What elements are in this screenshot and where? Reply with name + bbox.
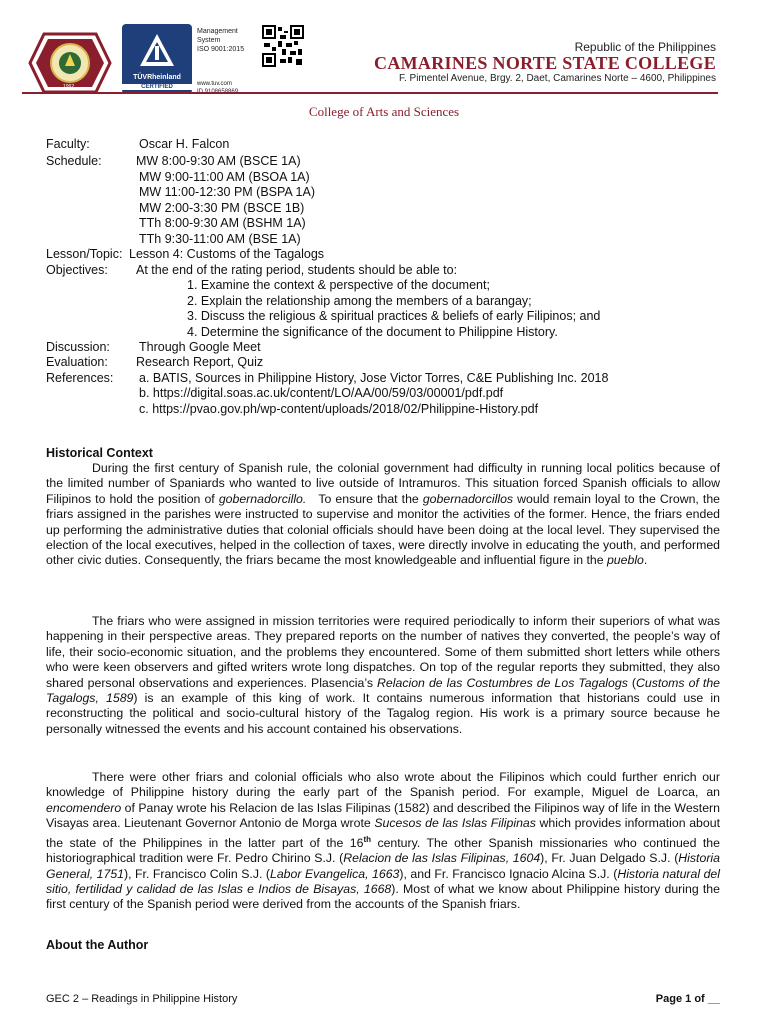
seal-year: 1992 xyxy=(63,84,75,90)
historical-context-heading: Historical Context xyxy=(46,446,153,460)
tuv-triangle-icon xyxy=(138,32,176,70)
footer-page-number: Page 1 of __ xyxy=(655,993,720,1005)
college-address: F. Pimentel Avenue, Brgy. 2, Daet, Camarines Norte – 4600, Philippines xyxy=(398,73,716,84)
reference-item: c. https://pvao.gov.ph/wp-content/uploads/2018/02/Philippine-History.pdf xyxy=(139,402,539,416)
discussion-value: Through Google Meet xyxy=(139,340,261,354)
college-name: CAMARINES NORTE STATE COLLEGE xyxy=(374,53,716,73)
schedule-label: Schedule: xyxy=(46,154,102,168)
evaluation-value: Research Report, Quiz xyxy=(136,355,264,369)
discussion-label: Discussion: xyxy=(46,340,110,354)
qr-code-icon xyxy=(262,25,304,67)
references-label: References: xyxy=(46,371,114,385)
footer-course: GEC 2 – Readings in Philippine History xyxy=(46,993,238,1005)
republic-line: Republic of the Philippines xyxy=(574,40,716,54)
cert-line: Management xyxy=(197,28,238,35)
cert-web-line: www.tuv.com xyxy=(197,81,232,87)
schedule-item: TTh 8:00-9:30 AM (BSHM 1A) xyxy=(139,216,306,230)
lesson-value: Lesson 4: Customs of the Tagalogs xyxy=(129,247,325,261)
faculty-value: Oscar H. Falcon xyxy=(139,137,230,151)
paragraph-3: There were other friars and colonial officials who also wrote about the Filipinos which could further enrich our knowledge of Philippine history during the early part of the Spanish period. For example, Miguel de Loarca, an encomendero of Panay wrote his Relacion de las Islas Filipinas (1582) and described the Filipinos way of life in the Western Visayas area. Lieutenant Governor Antonio de Morga wrote Sucesos de las Islas Filipinas which provides information about the state of the Philippines in the latter part of the 16th century. The other Spanish missionaries who continued the historiographical tradition were Fr. Pedro Chirino S.J. (Relacion de las Islas Filipinas, 1604), Fr. Juan Delgado S.J. (Historia General, 1751), Fr. Francisco Colin S.J. (Labor Evangelica, 1663), and Fr. Francisco Ignacio Alcina S.J. (Historia natural del sitio, fertilidad y calidad de las Islas e Indios de Bisayas, 1668). Most of what we know about Philippine history during the first century of the Spanish period were derived from the accounts of the Spanish friars. xyxy=(46,770,721,912)
cert-line: System xyxy=(197,37,221,44)
faculty-label: Faculty: xyxy=(46,137,90,151)
objective-item: 3. Discuss the religious & spiritual practices & beliefs of early Filipinos; and xyxy=(187,309,601,323)
header-divider xyxy=(22,92,718,94)
paragraph-1: During the first century of Spanish rule, the colonial government had difficulty in running local politics because of the limited number of Spaniards who wanted to live outside of Intramuros. This situation forced Spanish officials to allow Filipinos to hold the position of gobernadorcillo. To ensure that the gobernadorcillos would remain loyal to the Crown, the friars assigned in the parishes were instructed to supervise and monitor the activities of the former. Hence, the friars ended up performing the administrative duties that colonial officials should have been doing at the local level. They supervised the election of the local executives, helped in the collection of taxes, were directly involve in educating the youth, and performed other civic duties. Consequently, the friars became the most knowledgeable and influential figure in the pueblo. xyxy=(46,461,721,568)
schedule-item: TTh 9:30-11:00 AM (BSE 1A) xyxy=(139,232,301,246)
reference-item: b. https://digital.soas.ac.uk/content/LO/AA/00/59/03/00001/pdf.pdf xyxy=(139,386,504,400)
tuv-brand: TÜVRheinland xyxy=(133,74,181,81)
department-title: College of Arts and Sciences xyxy=(308,104,460,119)
cert-line: ISO 9001:2015 xyxy=(197,46,245,53)
reference-item: a. BATIS, Sources in Philippine History, Jose Victor Torres, C&E Publishing Inc. 2018 xyxy=(139,371,609,385)
objectives-label: Objectives: xyxy=(46,263,108,277)
schedule-item: MW 9:00-11:00 AM (BSOA 1A) xyxy=(139,170,310,184)
objective-item: 1. Examine the context & perspective of the document; xyxy=(187,278,490,292)
objective-item: 2. Explain the relationship among the members of a barangay; xyxy=(187,294,532,308)
schedule-item: MW 2:00-3:30 PM (BSCE 1B) xyxy=(139,201,305,215)
schedule-item: MW 11:00-12:30 PM (BSPA 1A) xyxy=(139,185,315,199)
objectives-intro: At the end of the rating period, students should be able to: xyxy=(136,263,458,277)
tuv-certified: CERTIFIED xyxy=(122,84,192,90)
objective-item: 4. Determine the significance of the document to Philippine History. xyxy=(187,325,558,339)
about-author-heading: About the Author xyxy=(46,938,149,952)
evaluation-label: Evaluation: xyxy=(46,355,108,369)
paragraph-2: The friars who were assigned in mission territories were required periodically to inform their superiors of what was happening in their perspective areas. They prepared reports on the number of natives they converted, the people’s way of life, their socio-economic situation, and the problems they encountered. Some of them submitted short letters while others who were keen observers and gifted writers wrote long dispatches. On top of the regular reports they submitted, they also shared personal observations and experiences. Plasencia’s Relacion de las Costumbres de Los Tagalogs (Customs of the Tagalogs, 1589) is an example of this king of work. It contains numerous information that historians could use in reconstructing the political and socio-cultural history of the Tagalog region. His work is a primary source because he personally witnessed the events and his account contained his observations. xyxy=(46,614,721,736)
schedule-item: MW 8:00-9:30 AM (BSCE 1A) xyxy=(136,154,301,168)
tuv-certification-badge xyxy=(122,24,192,94)
lesson-label: Lesson/Topic: xyxy=(46,247,123,261)
cert-lines xyxy=(197,27,244,54)
